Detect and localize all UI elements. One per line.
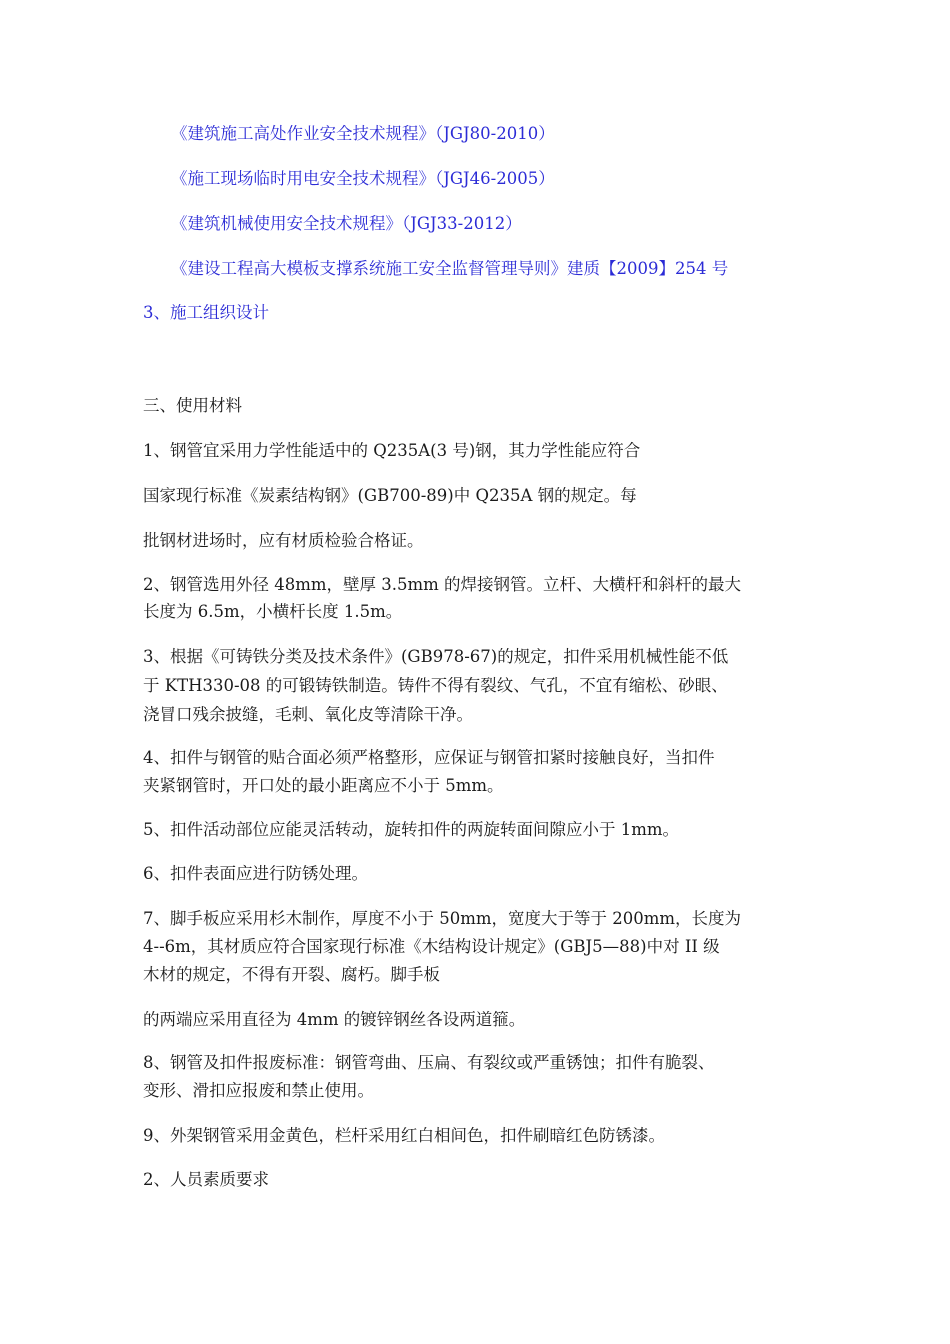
- paragraph-5-line-1: 3、根据《可铸铁分类及技术条件》(GB978-67)的规定，扣件采用机械性能不低: [143, 647, 729, 666]
- paragraph-9-line-2: 4--6m，其材质应符合国家现行标准《木结构设计规定》(GBJ5—88)中对 II 级: [143, 937, 720, 956]
- paragraph-4-line-1: 2、钢管选用外径 48mm，壁厚 3.5mm 的焊接钢管。立杆、大横杆和斜杆的最大: [143, 575, 742, 594]
- reference-construction-design: 3、施工组织设计: [143, 303, 269, 322]
- paragraph-9-line-3: 木材的规定，不得有开裂、腐朽。脚手板: [143, 965, 440, 984]
- paragraph-7: 5、扣件活动部位应能灵活转动，旋转扣件的两旋转面间隙应小于 1mm。: [143, 820, 680, 839]
- reference-item-jgj46: 《施工现场临时用电安全技术规程》（JGJ46-2005）: [171, 169, 555, 188]
- paragraph-3: 批钢材进场时，应有材质检验合格证。: [143, 531, 424, 550]
- paragraph-8: 6、扣件表面应进行防锈处理。: [143, 864, 368, 883]
- paragraph-6-line-1: 4、扣件与钢管的贴合面必须严格整形，应保证与钢管扣紧时接触良好，当扣件: [143, 748, 715, 767]
- paragraph-1: 1、钢管宜采用力学性能适中的 Q235A(3 号)钢，其力学性能应符合: [143, 441, 641, 460]
- paragraph-12: 9、外架钢管采用金黄色，栏杆采用红白相间色，扣件刷暗红色防锈漆。: [143, 1126, 665, 1145]
- paragraph-5-line-2: 于 KTH330-08 的可锻铸铁制造。铸件不得有裂纹、气孔，不宜有缩松、砂眼、: [143, 676, 728, 695]
- section-personnel-requirements: 2、人员素质要求: [143, 1170, 269, 1189]
- paragraph-9-line-1: 7、脚手板应采用杉木制作，厚度不小于 50mm，宽度大于等于 200mm，长度为: [143, 909, 742, 928]
- paragraph-2: 国家现行标准《炭素结构钢》(GB700-89)中 Q235A 钢的规定。每: [143, 486, 637, 505]
- paragraph-11-line-2: 变形、滑扣应报废和禁止使用。: [143, 1081, 374, 1100]
- section-title-materials: 三、使用材料: [143, 396, 242, 415]
- paragraph-4-line-2: 长度为 6.5m，小横杆长度 1.5m。: [143, 602, 403, 621]
- reference-item-jgj80: 《建筑施工高处作业安全技术规程》（JGJ80-2010）: [171, 124, 555, 143]
- reference-item-jianzhi-254: 《建设工程高大模板支撑系统施工安全监督管理导则》建质【2009】254 号: [171, 259, 729, 278]
- reference-item-jgj33: 《建筑机械使用安全技术规程》（JGJ33-2012）: [171, 214, 522, 233]
- paragraph-5-line-3: 浇冒口残余披缝，毛刺、氧化皮等清除干净。: [143, 705, 473, 724]
- paragraph-10: 的两端应采用直径为 4mm 的镀锌钢丝各设两道箍。: [143, 1010, 526, 1029]
- paragraph-6-line-2: 夹紧钢管时，开口处的最小距离应不小于 5mm。: [143, 776, 504, 795]
- paragraph-11-line-1: 8、钢管及扣件报废标准：钢管弯曲、压扁、有裂纹或严重锈蚀；扣件有脆裂、: [143, 1053, 715, 1072]
